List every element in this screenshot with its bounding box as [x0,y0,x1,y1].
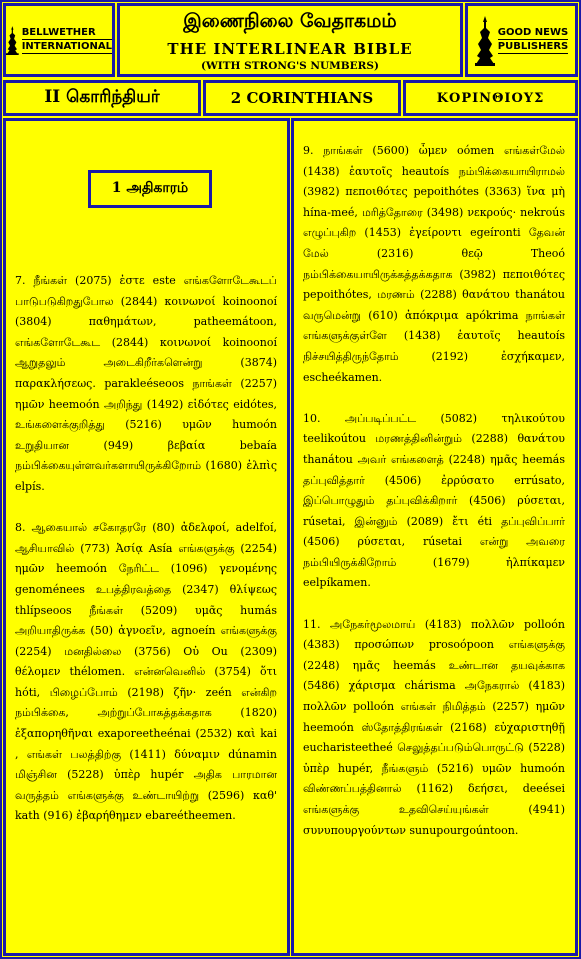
verse-11: 11. அநேகர்மூலமாய் (4183) πολλῶν polloón (4383) προσώπων prosoópoon எங்களுக்கு (2248) ημᾶς heemás உண்டான தயவுக்காக (5486) χάρισμα chárisma அநேகரால் (4183) πολλῶν polloón எங்கள் நிமித்தம் (2257) ημῶν heemoón ஸ்தோத்திரங்கள் (2168) εὐχαριστηθῇ eucharisteetheé செலுத்தப்படும்பொருட்டு (5228) ὑπὲρ hupér, நீங்களும் (5216) υμῶν humoón விண்ணப்பத்தினால் (1162) δεήσει, deeései எங்களுக்கு உதவிசெய்யுங்கள் (4941) συνυπουργούντων sunupourgoúntoon. [303,617,565,837]
title-block [117,3,463,77]
publisher-logo-right [465,3,578,77]
title-english: THE INTERLINEAR BIBLE [167,40,413,58]
left-column-text [15,271,277,848]
title-subtitle: (WITH STRONG'S NUMBERS) [201,60,379,72]
verse-8: 8. ஆகையால் சகோதரரே (80) ἀδελφοί, adelfoí, ஆசியாவில் (773) Ἀσίᾳ Asía எங்களுக்கு (2254) ημῶν heemoón நேரிட்ட (1096) γενομένης genoménees உபத்திரவத்தை (2347) θλίψεως thlípseoos நீங்கள் (5209) υμᾶς humás அறியாதிருக்க (50) ἀγνοεῖν, agnoeín எங்களுக்கு (2254) மனதில்லை (3756) Οὐ Ou (2309) θέλομεν thélomen. என்னவெனில் (3754) ὅτι hóti, பிழைப்போம் (2198) ζῆν· zeén என்கிற நம்பிக்கை, அற்றுப்போகத்தக்கதாக (1820) ἐξαπορηθῆναι exaporeetheénai (2532) καὶ kai , எங்கள் பலத்திற்கு (1411) δύναμιν dúnamin மிஞ்சின (5228) ὑπὲρ hupér அதிக பாரமான வருத்தம் எங்களுக்கு உண்டாயிற்று (2596) καθ' kath (916) ἐβαρήθημεν ebareétheemen. [15,521,277,823]
left-logo-line-1: BELLWETHER [22,26,112,40]
left-logo-line-2: INTERNATIONAL [21,41,112,52]
right-column [291,118,578,956]
book-title-greek: ΚΟΡΙΝΘΙΟΥΣ [403,80,578,116]
right-logo-line-1: GOOD NEWS [497,27,569,38]
title-tamil: இணைநிலை வேதாகமம் [183,10,397,32]
right-column-text [303,141,565,862]
verse-7: 7. நீங்கள் (2075) ἐστε este எங்களோடேகூடப் பாடுபடுகிறதுபோல (2844) κοινωνοί koinoonoí (3804) παθημάτων, patheemátoon, எங்களோடேகூட (2844) κοινωνοί koinoonoí ஆறுதலும் அடைகிறீர்களென்று (3874) παρακλήσεως. parakleéseoos நாங்கள் (2257) ημῶν heemoón அறிந்து (1492) εἰδότες eidótes, உங்களைக்குறித்து (5216) υμῶν humoón உறுதியான (949) βεβαία bebaía நம்பிக்கையுள்ளவர்களாயிருக்கிறோம் (1680) ἐλπὶς elpís. [15,274,277,493]
book-title-tamil: II கொரிந்தியர் [3,80,201,116]
publisher-logo-left [3,3,115,77]
verse-9: 9. நாங்கள் (5600) ὦμεν oómen எங்கள்மேல் (1438) ἑαυτοῖς heautoís நம்பிக்கையாயிராமல் (3982) πεποιθότες pepoithótes (3363) ἵνα μὴ hína-meé, மரித்தோரை (3498) νεκρούς· nekroús எழுப்புகிற (1453) ἐγείροντι egeíronti தேவன் மேல் (2316) θεῷ Theoó நம்பிக்கையாயிருக்கத்தக்கதாக (3982) πεποιθότες pepoithótes, மரணம் (2288) θανάτου thanátou வருமென்று (610) ἀπόκριμα apókrima நாங்கள் எங்களுக்குள்ளே (1438) ἑαυτοῖς heautoís நிச்சயித்திருந்தோம் (2192) ἐσχήκαμεν, escheékamen. [303,144,565,384]
left-column [3,118,290,956]
book-title-english: 2 CORINTHIANS [203,80,401,116]
right-logo-line-2: PUBLISHERS [497,41,569,52]
chapter-label: 1 அதிகாரம் [88,170,212,208]
bellwether-logo-icon [6,14,19,66]
good-news-logo-icon [475,14,495,66]
verse-10: 10. அப்படிப்பட்ட (5082) τηλικούτου teelikoútou மரணத்தினின்றும் (2288) θανάτου thanátou அவர் எங்களைத் (2248) ημᾶς heemás தப்புவித்தார் (4506) ἐρρύσατο errúsato, இப்பொழுதும் தப்புவிக்கிறார் (4506) ρύσεται, rúsetai, இன்னும் (2089) ἔτι éti தப்புவிப்பார் (4506) ρύσεται, rúsetai என்று அவரை நம்பியிருக்கிறோம் (1679) ἠλπίκαμεν eelpíkamen. [303,411,565,590]
